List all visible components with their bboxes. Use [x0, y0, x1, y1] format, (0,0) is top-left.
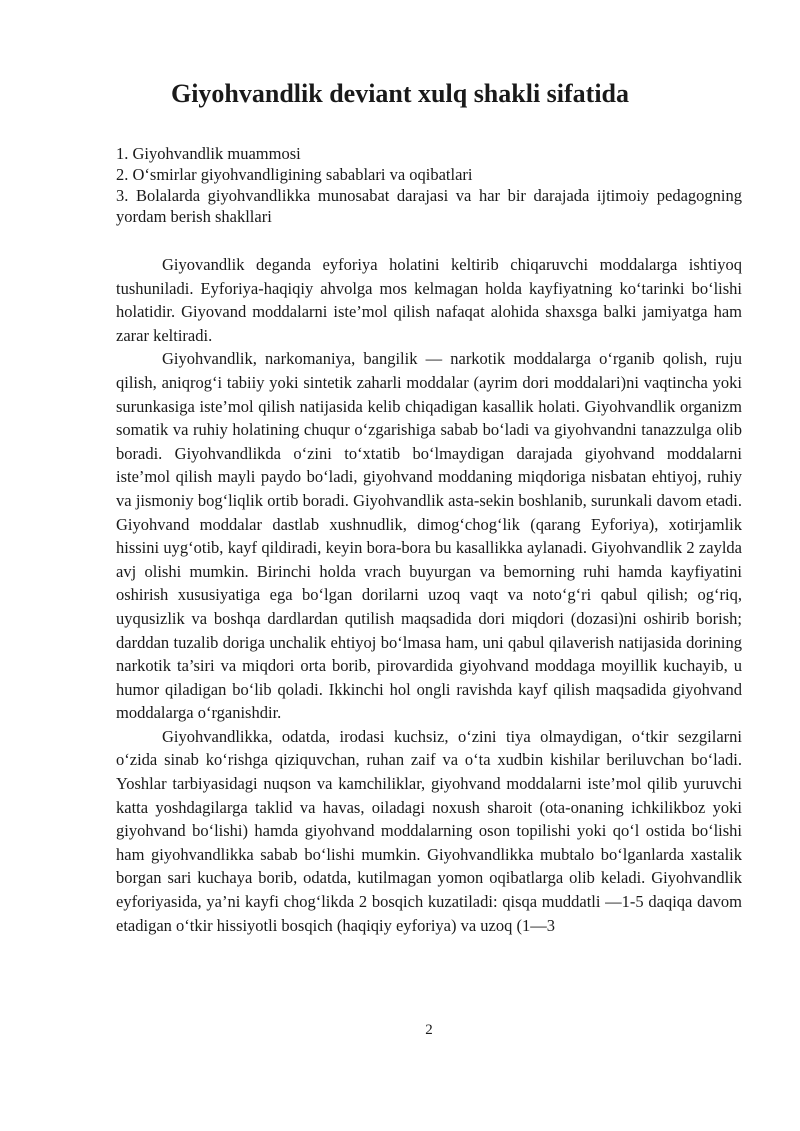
paragraph: Giyohvandlikka, odatda, irodasi kuchsiz, o‘zini tiya olmaydigan, o‘tkir sezgilarni o‘zida sinab ko‘rishga qiziquvchan, ruhan zaif va o‘ta xudbin kishilar beriluvchan bo‘ladi. Yoshlar tarbiyasidagi nuqson va kamchiliklar, giyohvand moddalarni iste’mol qilib yuruvchi katta yoshdagilarga taklid va havas, oiladagi noxush sharoit (ota-onaning ichkilikboz yoki giyohvand bo‘lishi) hamda giyohvand moddalarning oson topilishi yoki qo‘l ostida bo‘lishi ham giyohvandlikka sabab bo‘lishi mumkin. Giyohvandlikka mubtalo bo‘lganlarda xastalik borgan sari kuchaya borib, odatda, kutilmagan yomon oqibatlarga olib keladi. Giyohvandlik eyforiyasida, ya’ni kayfi chog‘likda 2 bosqich kuzatiladi: qisqa muddatli —1-5 daqiqa davom etadigan o‘tkir hissiyotli bosqich (haqiqiy eyforiya) va uzoq (1—3: [116, 726, 742, 935]
body-text: [116, 253, 742, 937]
outline-item: 2. O‘smirlar giyohvandligining sabablari va oqibatlari: [116, 165, 473, 184]
document-title: Giyohvandlik deviant xulq shakli sifatida: [170, 79, 630, 108]
topic-outline: [116, 143, 742, 227]
paragraph: Giyovandlik deganda eyforiya holatini keltirib chiqaruvchi moddalarga ishtiyoq tushuniladi. Eyforiya-haqiqiy ahvolga mos kelmagan holda kayfiyatning ko‘tarinki bo‘lishi holatidir. Giyovand moddalarni iste’mol qilish nafaqat alohida shaxsga balki jamiyatga ham zarar keltiradi.: [116, 255, 742, 345]
outline-item: 1. Giyohvandlik muammosi: [116, 144, 301, 163]
outline-item: 3. Bolalarda giyohvandlikka munosabat darajasi va har bir darajada ijtimoiy pedagogning yordam berish shakllari: [116, 186, 742, 226]
paragraph: Giyohvandlik, narkomaniya, bangilik — narkotik moddalarga o‘rganib qolish, ruju qilish, aniqrog‘i tabiiy yoki sintetik zaharli moddalar (ayrim dori moddalari)ni vaqtincha yoki surunkasiga iste’mol qilish natijasida kelib chiqadigan kasallik holati. Giyohvandlik organizm somatik va ruhiy holatining chuqur o‘zgarishiga sabab bo‘ladi va giyohvandni tanazzulga olib boradi. Giyohvandlikda o‘zini to‘xtatib bo‘lmaydigan darajada giyohvand moddalarni iste’mol qilish mayli paydo bo‘ladi, giyohvand moddaning miqdoriga nisbatan ehtiyoj, ruhiy va jismoniy bog‘liqlik ortib boradi. Giyohvandlik asta-sekin boshlanib, surunkali davom etadi. Giyohvand moddalar dastlab xushnudlik, dimog‘chog‘lik (qarang Eyforiya), xotirjamlik hissini uyg‘otib, kayf qildiradi, keyin bora-bora bu kasallikka aylanadi. Giyohvandlik 2 zaylda avj olishi mumkin. Birinchi holda vrach buyurgan va bemorning ruhi hamda kayfiyatini oshirish xususiyatiga ega bo‘lgan dorilarni uzoq vaqt va noto‘g‘ri qabul qilish; og‘riq, uyqusizlik va boshqa dardlardan qutilish maqsadida dori miqdori (dozasi)ni oshirib borish; darddan tuzalib doriga unchalik ehtiyoj bo‘lmasa ham, uni qabul qilaverish natijasida dorining narkotik ta’siri va miqdori orta borib, pirovardida giyohvand moddaga moyillik kuchayib, u humor qiladigan bo‘lib qoladi. Ikkinchi hol ongli ravishda kayf qilish maqsadida giyohvand moddalarga o‘rganishdir.: [116, 349, 742, 723]
page-number: 2: [425, 1022, 433, 1038]
